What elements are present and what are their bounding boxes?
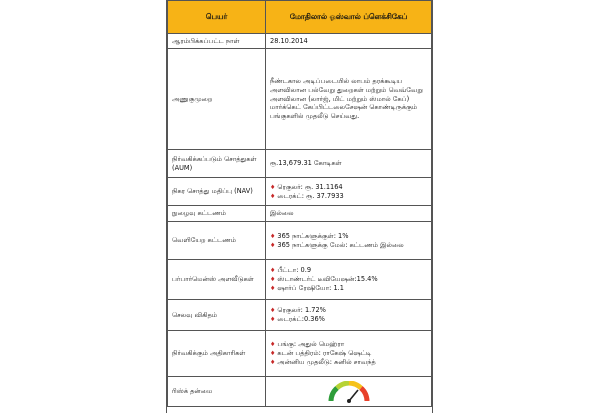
header-fund-name: மோதிலால் ஓஸ்வால் ப்ளெக்சிகேப்: [266, 1, 432, 34]
bullet-icon: ♦: [270, 192, 276, 200]
row-label: ஆரம்பிக்கப்பட்ட நாள்: [168, 34, 266, 49]
list-item: ♦ ரெகுலர்: ரூ. 31.1164: [270, 182, 343, 191]
row-value: 28.10.2014: [266, 34, 432, 49]
bullet-icon: ♦: [270, 241, 276, 249]
fund-factsheet-card: [166, 0, 433, 413]
header-row: [168, 1, 432, 34]
row-label: நுழைவு கட்டணம்: [168, 206, 266, 222]
list-item: ♦ பங்கு: அதுல் மெஹ்ரா: [270, 340, 345, 349]
row-list: [266, 222, 432, 260]
row-label: ரிஸ்க் தன்மை: [168, 377, 266, 407]
table-row: [168, 150, 432, 178]
row-list: [266, 260, 432, 300]
list-item: ♦ ஷார்ப் ரேஷியோ: 1.1: [270, 283, 344, 292]
bullet-icon: ♦: [270, 350, 276, 358]
row-value: ரூ.13,679.31 கோடிகள்: [266, 150, 432, 178]
row-label: பர்பார்மென்ஸ் அளவீடுகள்: [168, 260, 266, 300]
table-row: [168, 178, 432, 206]
list-item: ♦ டைரக்ட்: ரூ. 37.7933: [270, 191, 344, 200]
fund-details-table: [167, 0, 432, 407]
row-label: நிர்வகிக்கப்படும் சொத்துகள் (AUM): [168, 150, 266, 178]
list-item: ♦ ஸ்டாண்டர்ட் டீவியேஷன்:15.4%: [270, 275, 378, 284]
row-list: [266, 178, 432, 206]
bullet-icon: ♦: [270, 276, 276, 284]
list-item: ♦ ரெகுலர்: 1.72%: [270, 306, 326, 315]
table-row: [168, 331, 432, 377]
list-item: ♦ அன்னிய முதலீடு: சுனில் சாவந்த்: [270, 357, 376, 366]
bullet-icon: ♦: [270, 267, 276, 275]
row-list: [266, 331, 432, 377]
list-item: ♦ 365 நாட்களுக்குள்: 1%: [270, 231, 349, 240]
list-item: ♦ கடன் பத்திரம்: ராகேஷ் ஷெட்டி: [270, 349, 372, 358]
bullet-icon: ♦: [270, 358, 276, 366]
table-row: [168, 206, 432, 222]
risk-meter-icon: [327, 381, 371, 403]
row-label: வெளியேற கட்டணம்: [168, 222, 266, 260]
table-row: [168, 49, 432, 150]
bullet-icon: ♦: [270, 341, 276, 349]
list-item: ♦ 365 நாட்களுக்கு மேல்: கட்டணம் இல்லை: [270, 240, 404, 249]
row-label: நிகர சொத்து மதிப்பு (NAV): [168, 178, 266, 206]
row-value: நீண்டகால அடிப்படையில் லாபம் தரக்கூடிய அளவிலான பல்வேறு துறைகள் மற்றும் வெவ்வேறு அளவிலான (லார்ஜ், மிட் மற்றும் ஸ்மால் கேப்) மார்க்கெட் கேப்பிட்டலைசேஷன் கொண்டிருக்கும் பங்குகளில் முதலீடு செய்வது.: [266, 49, 432, 150]
bullet-icon: ♦: [270, 183, 276, 191]
row-value: இல்லை: [266, 206, 432, 222]
list-item: ♦ பீட்டா: 0.9: [270, 266, 312, 275]
bullet-icon: ♦: [270, 316, 276, 323]
row-label: நிர்வகிக்கும் அதிகாரிகள்: [168, 331, 266, 377]
bullet-icon: ♦: [270, 284, 276, 292]
table-row: [168, 260, 432, 300]
bullet-icon: ♦: [270, 307, 276, 315]
row-label: அணுகுமுறை: [168, 49, 266, 150]
table-row: [168, 222, 432, 260]
table-row: [168, 300, 432, 331]
table-row: [168, 34, 432, 49]
risk-gauge-cell: [266, 377, 432, 407]
header-label: பெயர்: [168, 1, 266, 34]
bullet-icon: ♦: [270, 232, 276, 240]
table-row: [168, 377, 432, 407]
list-item: ♦ டைரக்ட்:0.36%: [270, 315, 325, 323]
row-label: செலவு விகிதம்: [168, 300, 266, 331]
row-list: [266, 300, 432, 331]
